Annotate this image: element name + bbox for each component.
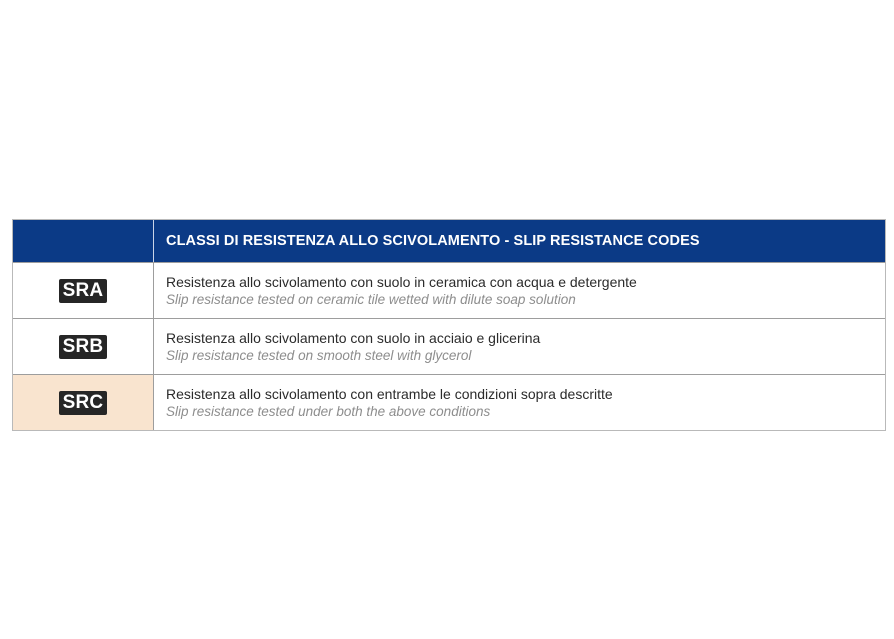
- table-title: CLASSI DI RESISTENZA ALLO SCIVOLAMENTO - SLIP RESISTANCE CODES: [166, 233, 700, 249]
- code-cell: [13, 319, 154, 374]
- table-row-srb: [13, 318, 885, 374]
- code-badge: SRA: [59, 279, 108, 303]
- table-row-src: [13, 374, 885, 430]
- header-empty-cell: [13, 220, 154, 262]
- description-cell: [154, 375, 885, 430]
- table-row-sra: [13, 262, 885, 318]
- code-cell: [13, 375, 154, 430]
- description-cell: [154, 319, 885, 374]
- description-italian: Resistenza allo scivolamento con suolo in acciaio e glicerina: [166, 329, 541, 346]
- description-english: Slip resistance tested on ceramic tile wetted with dilute soap solution: [166, 291, 576, 307]
- description-italian: Resistenza allo scivolamento con entrambe le condizioni sopra descritte: [166, 385, 613, 402]
- description-cell: [154, 263, 885, 318]
- table-header: [13, 220, 885, 262]
- description-english: Slip resistance tested on smooth steel with glycerol: [166, 347, 472, 363]
- description-english: Slip resistance tested under both the above conditions: [166, 403, 491, 419]
- slip-resistance-table: [12, 219, 886, 431]
- code-badge: SRB: [59, 335, 108, 359]
- code-badge: SRC: [59, 391, 108, 415]
- code-cell: [13, 263, 154, 318]
- description-italian: Resistenza allo scivolamento con suolo in ceramica con acqua e detergente: [166, 273, 637, 290]
